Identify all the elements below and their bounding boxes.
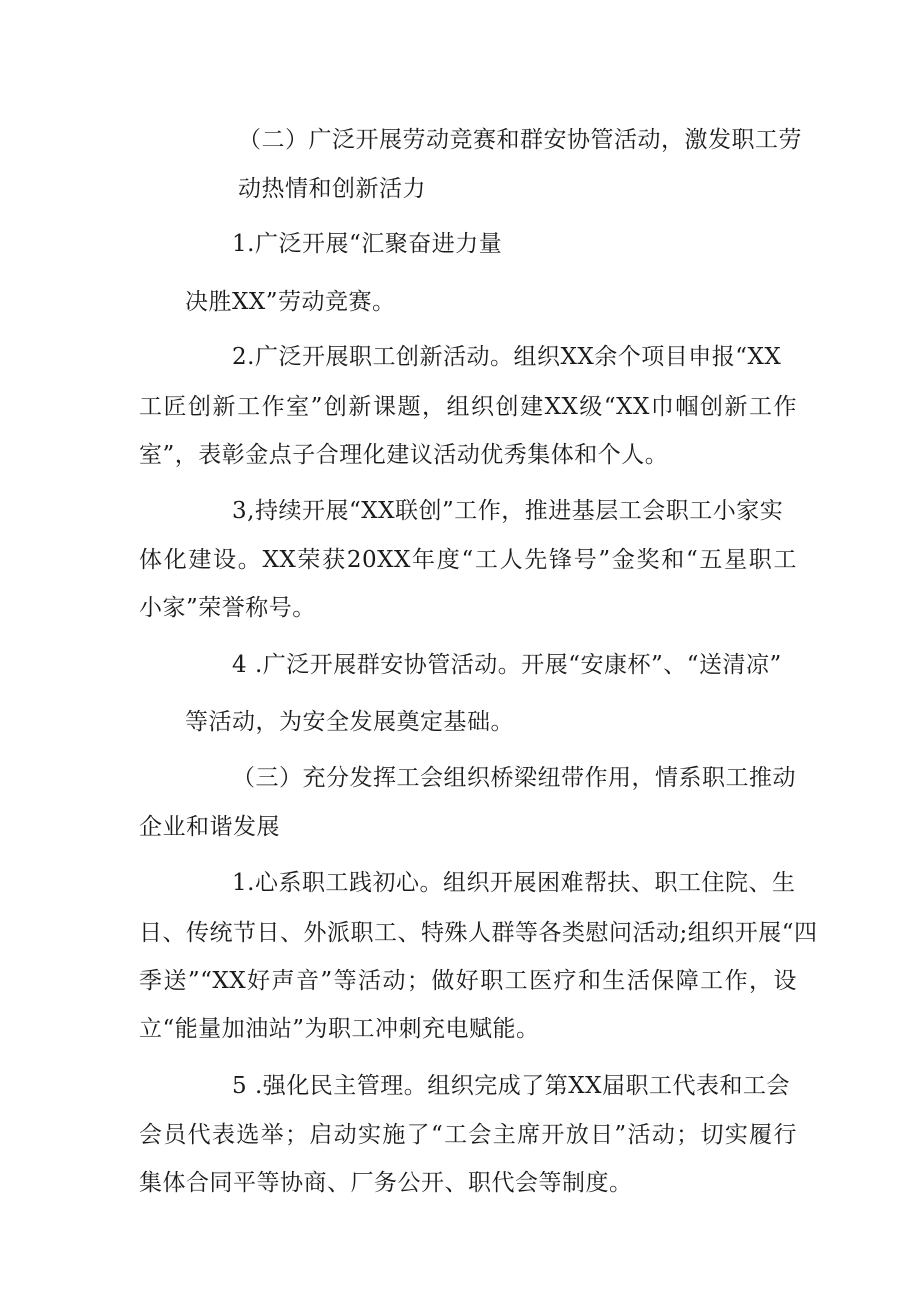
paragraph-item-2-line2: 工匠创新工作室”创新课题，组织创建XX级“XX巾帼创新工作: [139, 394, 797, 420]
paragraph-item-3-line3: 小家”荣誉称号。: [139, 595, 316, 621]
paragraph-democracy-line3: 集体合同平等协商、厂务公开、职代会等制度。: [139, 1170, 633, 1196]
paragraph-democracy-line2: 会员代表选举；启动实施了“工会主席开放日”活动；切实履行: [139, 1122, 797, 1148]
paragraph-item-4-line1: 4 .广泛开展群安协管活动。开展“安康杯”、“送清凉”: [232, 652, 782, 678]
section-heading-2-line2: 动热情和创新活力: [238, 176, 426, 202]
paragraph-item-3-line2: 体化建设。XX荣获20XX年度“工人先锋号”金奖和“五星职工: [139, 547, 797, 573]
section-heading-3-line1: （三）充分发挥工会组织桥梁纽带作用，情系职工推动: [232, 765, 796, 791]
section-heading-2-line1: （二）广泛开展劳动竞赛和群安协管活动，激发职工劳: [238, 127, 802, 153]
paragraph-democracy-line1: 5 .强化民主管理。组织完成了第XX届职工代表和工会: [232, 1073, 791, 1099]
paragraph-care-line4: 立“能量加油站”为职工冲刺充电赋能。: [139, 1016, 540, 1042]
paragraph-care-line3: 季送”“XX好声音”等活动；做好职工医疗和生活保障工作，设: [139, 968, 797, 994]
paragraph-care-line1: 1.心系职工践初心。组织开展困难帮扶、职工住院、生: [232, 870, 796, 896]
paragraph-item-2-line3: 室”，表彰金点子合理化建议活动优秀集体和个人。: [139, 442, 669, 468]
paragraph-care-line2: 日、传统节日、外派职工、特殊人群等各类慰问活动;组织开展“四: [139, 920, 818, 946]
paragraph-item-1-line1: 1.广泛开展“汇聚奋进力量: [232, 231, 503, 257]
section-heading-3-line2: 企业和谐发展: [139, 814, 280, 840]
paragraph-item-1-line2: 决胜XX”劳动竞赛。: [185, 289, 396, 315]
paragraph-item-3-line1: 3,持续开展“XX联创”工作，推进基层工会职工小家实: [232, 498, 784, 524]
paragraph-item-2-line1: 2.广泛开展职工创新活动。组织XX余个项目申报“XX: [232, 344, 782, 370]
paragraph-item-4-line2: 等活动，为安全发展奠定基础。: [185, 709, 514, 735]
